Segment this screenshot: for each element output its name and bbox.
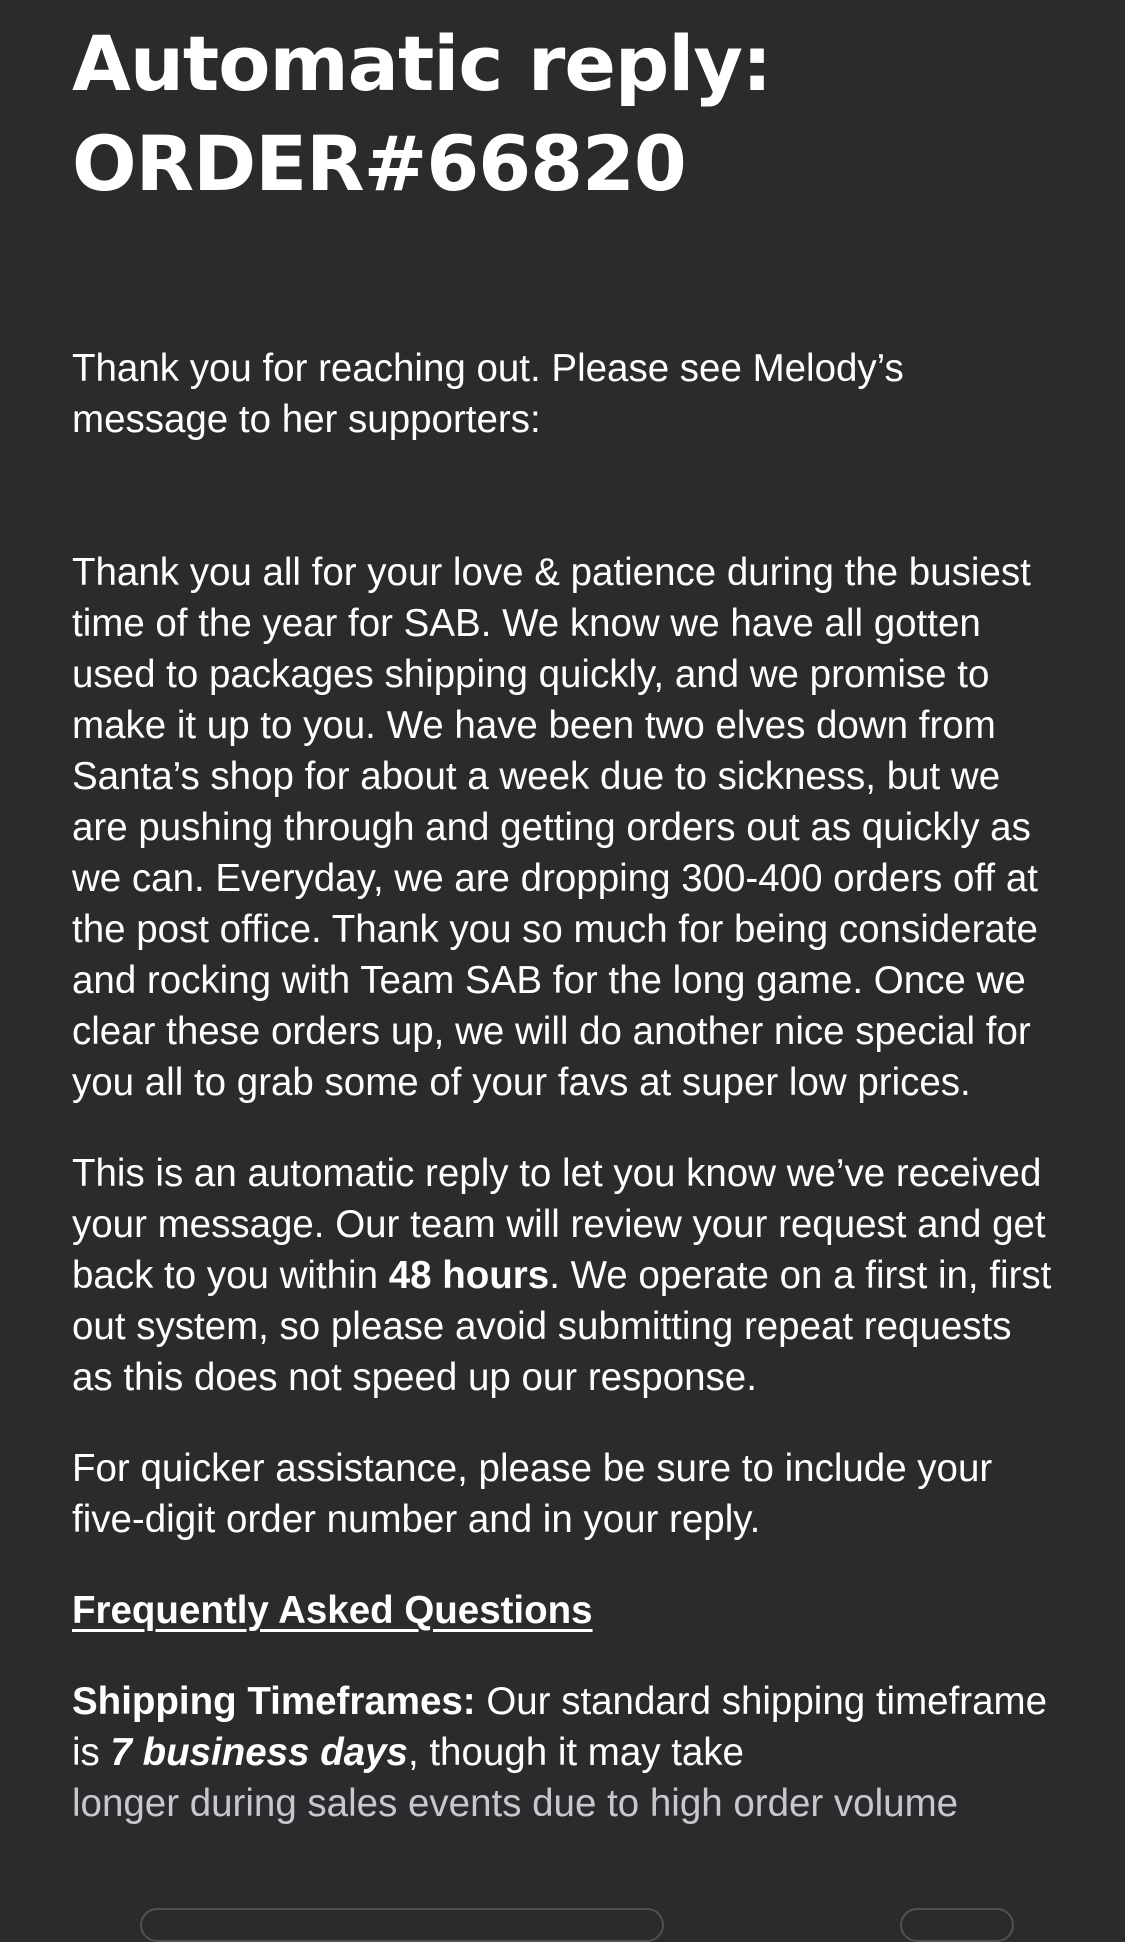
shipping-days-emphasis: 7 business days bbox=[110, 1731, 408, 1774]
shipping-text-faded: longer during sales events due to high order volume bbox=[72, 1782, 959, 1825]
email-subject bbox=[72, 14, 1052, 214]
subject-line-2: ORDER#66820 bbox=[72, 119, 686, 208]
faq-heading: Frequently Asked Questions bbox=[72, 1589, 593, 1632]
shipping-text-start: Our standard shipping timeframe is bbox=[72, 1680, 1047, 1774]
response-time-bold: 48 hours bbox=[388, 1254, 550, 1297]
shipping-label: Shipping Timeframes: bbox=[72, 1680, 476, 1723]
intro-paragraph: Thank you for reaching out. Please see Melody’s message to her supporters: bbox=[72, 347, 904, 441]
email-body bbox=[72, 343, 1057, 1829]
shipping-text-middle: , though it may take bbox=[407, 1731, 744, 1774]
shipping-paragraph bbox=[72, 1676, 1057, 1829]
subject-line-1: Automatic reply: bbox=[72, 19, 772, 108]
assistance-paragraph: For quicker assistance, please be sure to include your five-digit order number and in your reply. bbox=[72, 1447, 993, 1541]
auto-reply-paragraph bbox=[72, 1148, 1057, 1403]
auto-reply-text-start: This is an automatic reply to let you know we’ve received your message. Our team will review your request and get back to you within bbox=[72, 1152, 1046, 1297]
auto-reply-text-end: . We operate on a first in, first out system, so please avoid submitting repeat requests as this does not speed up our response. bbox=[72, 1254, 1052, 1399]
melody-message-paragraph: Thank you all for your love & patience during the busiest time of the year for SAB. We know we have all gotten used to packages shipping quickly, and we promise to make it up to you. We have been two elves down from Santa’s shop for about a week due to sickness, but we are pushing through and getting orders out as quickly as we can. Everyday, we are dropping 300-400 orders off at the post office. Thank you so much for being considerate and rocking with Team SAB for the long game. Once we clear these orders up, we will do another nice special for you all to grab some of your favs at super low prices. bbox=[72, 551, 1038, 1104]
